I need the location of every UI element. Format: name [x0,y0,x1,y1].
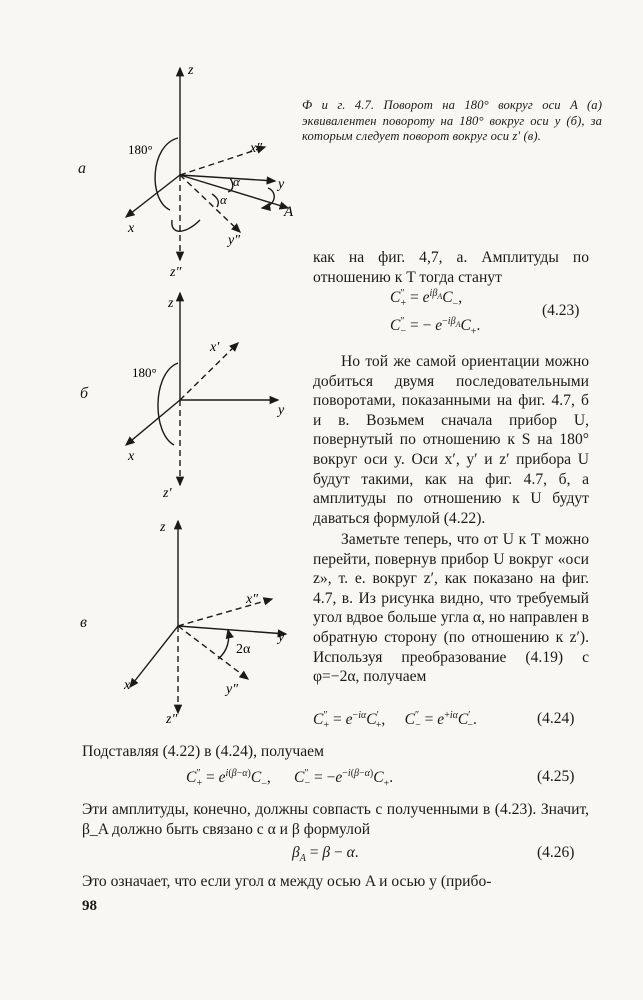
equation-4-26: $\beta_A = \beta - \alpha$. [292,844,359,865]
axis-z2-label: z″ [170,265,182,280]
angle-180-label: 180° [128,142,153,157]
paragraph-6: Это означает, что если угол α между осью A и осью y (прибо- [82,873,492,890]
angle-180-label: 180° [132,365,157,380]
equation-4-26-number: (4.26) [537,844,575,861]
alpha-label-1: α [233,174,240,189]
axis-y-label: y [278,630,285,645]
figure-caption: Ф и г. 4.7. Поворот на 180° вокруг оси A (a) эквивалентен повороту на 180° вокруг оси y (б), за которым следует поворот вокруг оси z′ (в). [302,98,602,143]
axis-z-label: z [160,520,166,535]
axis-z2-label: z″ [166,712,178,727]
equation-4-25: $C''_+ = e^{i(\beta-\alpha)}C_-$, $C''_- = -e^{-i(\beta-\alpha)}C_+$. [186,768,394,790]
diagram-b [100,285,300,515]
axis-x2-label: x″ [246,592,259,607]
axis-x-label: x [128,449,135,464]
axis-y2-label: y″ [226,682,239,697]
diagram-c [100,513,300,733]
axis-x2-label: x″ [250,141,263,156]
equation-4-24-number: (4.24) [537,710,575,727]
axis-x2-label: x′ [210,340,220,355]
alpha-label-2: α [220,192,227,207]
paragraph-4: Подставляя (4.22) в (4.24), получаем [82,743,324,760]
page-number: 98 [82,898,97,914]
axis-y2-label: y″ [228,233,241,248]
diagram-a [100,60,310,280]
axis-A-label: A [284,204,294,220]
equation-4-23-number: (4.23) [542,302,580,319]
paragraph-2: Но той же самой ориентации можно добиться двумя последовательными поворотами, показанными на фиг. 4.7, б и в. Возьмем сначала прибор U, повернутый по отношению к S на 180° вокруг оси y. Оси x′, y′ и z′ прибора U будут такими, как на фиг. 4.7, б, а амплитуды по отношению к U будут даваться формулой (4.22). [313,353,589,527]
equation-4-24: $C''_+ = e^{-i\alpha}C'_+$, $C''_- = e^{+i\alpha}C'_-$. [313,710,477,732]
equation-4-23-line-2: $C''_-$ = − $e^{-i\beta_A}C_+$. [390,316,481,338]
axis-z-label: z [168,296,174,311]
figure-label-a: а [78,160,86,177]
axis-x-label: x [124,678,131,693]
axis-x-label: x [128,221,135,236]
figure-label-b: б [80,385,89,402]
equation-4-23-line-1: $C''_+ = e^{i\beta_A}C_-$, [390,288,463,310]
paragraph-3: Заметьте теперь, что от U к T можно перейти, повернув прибор U вокруг «оси z», т. е. вокруг z′, как показано на фиг. 4.7, в. Из рисунка видно, что требуемый угол вдвое больше угла α, но направлен в обратную сторону (по отношению к z′). Используя преобразование (4.19) с φ=−2α, получаем [313,531,589,686]
axis-z-label: z [188,63,194,78]
paragraph-1: как на фиг. 4,7, а. Амплитуды по отношению к T тогда станут [313,249,589,286]
axis-y-label: y [278,177,285,192]
paragraph-5: Эти амплитуды, конечно, должны совпасть с полученными в (4.23). Значит, β_A должно быть связано с α и β формулой [82,801,589,838]
angle-2alpha-label: 2α [236,642,251,657]
axis-z2-label: z′ [163,486,172,501]
axis-y-label: y [278,403,285,418]
equation-4-25-number: (4.25) [537,768,575,785]
figure-label-c: в [80,614,87,631]
